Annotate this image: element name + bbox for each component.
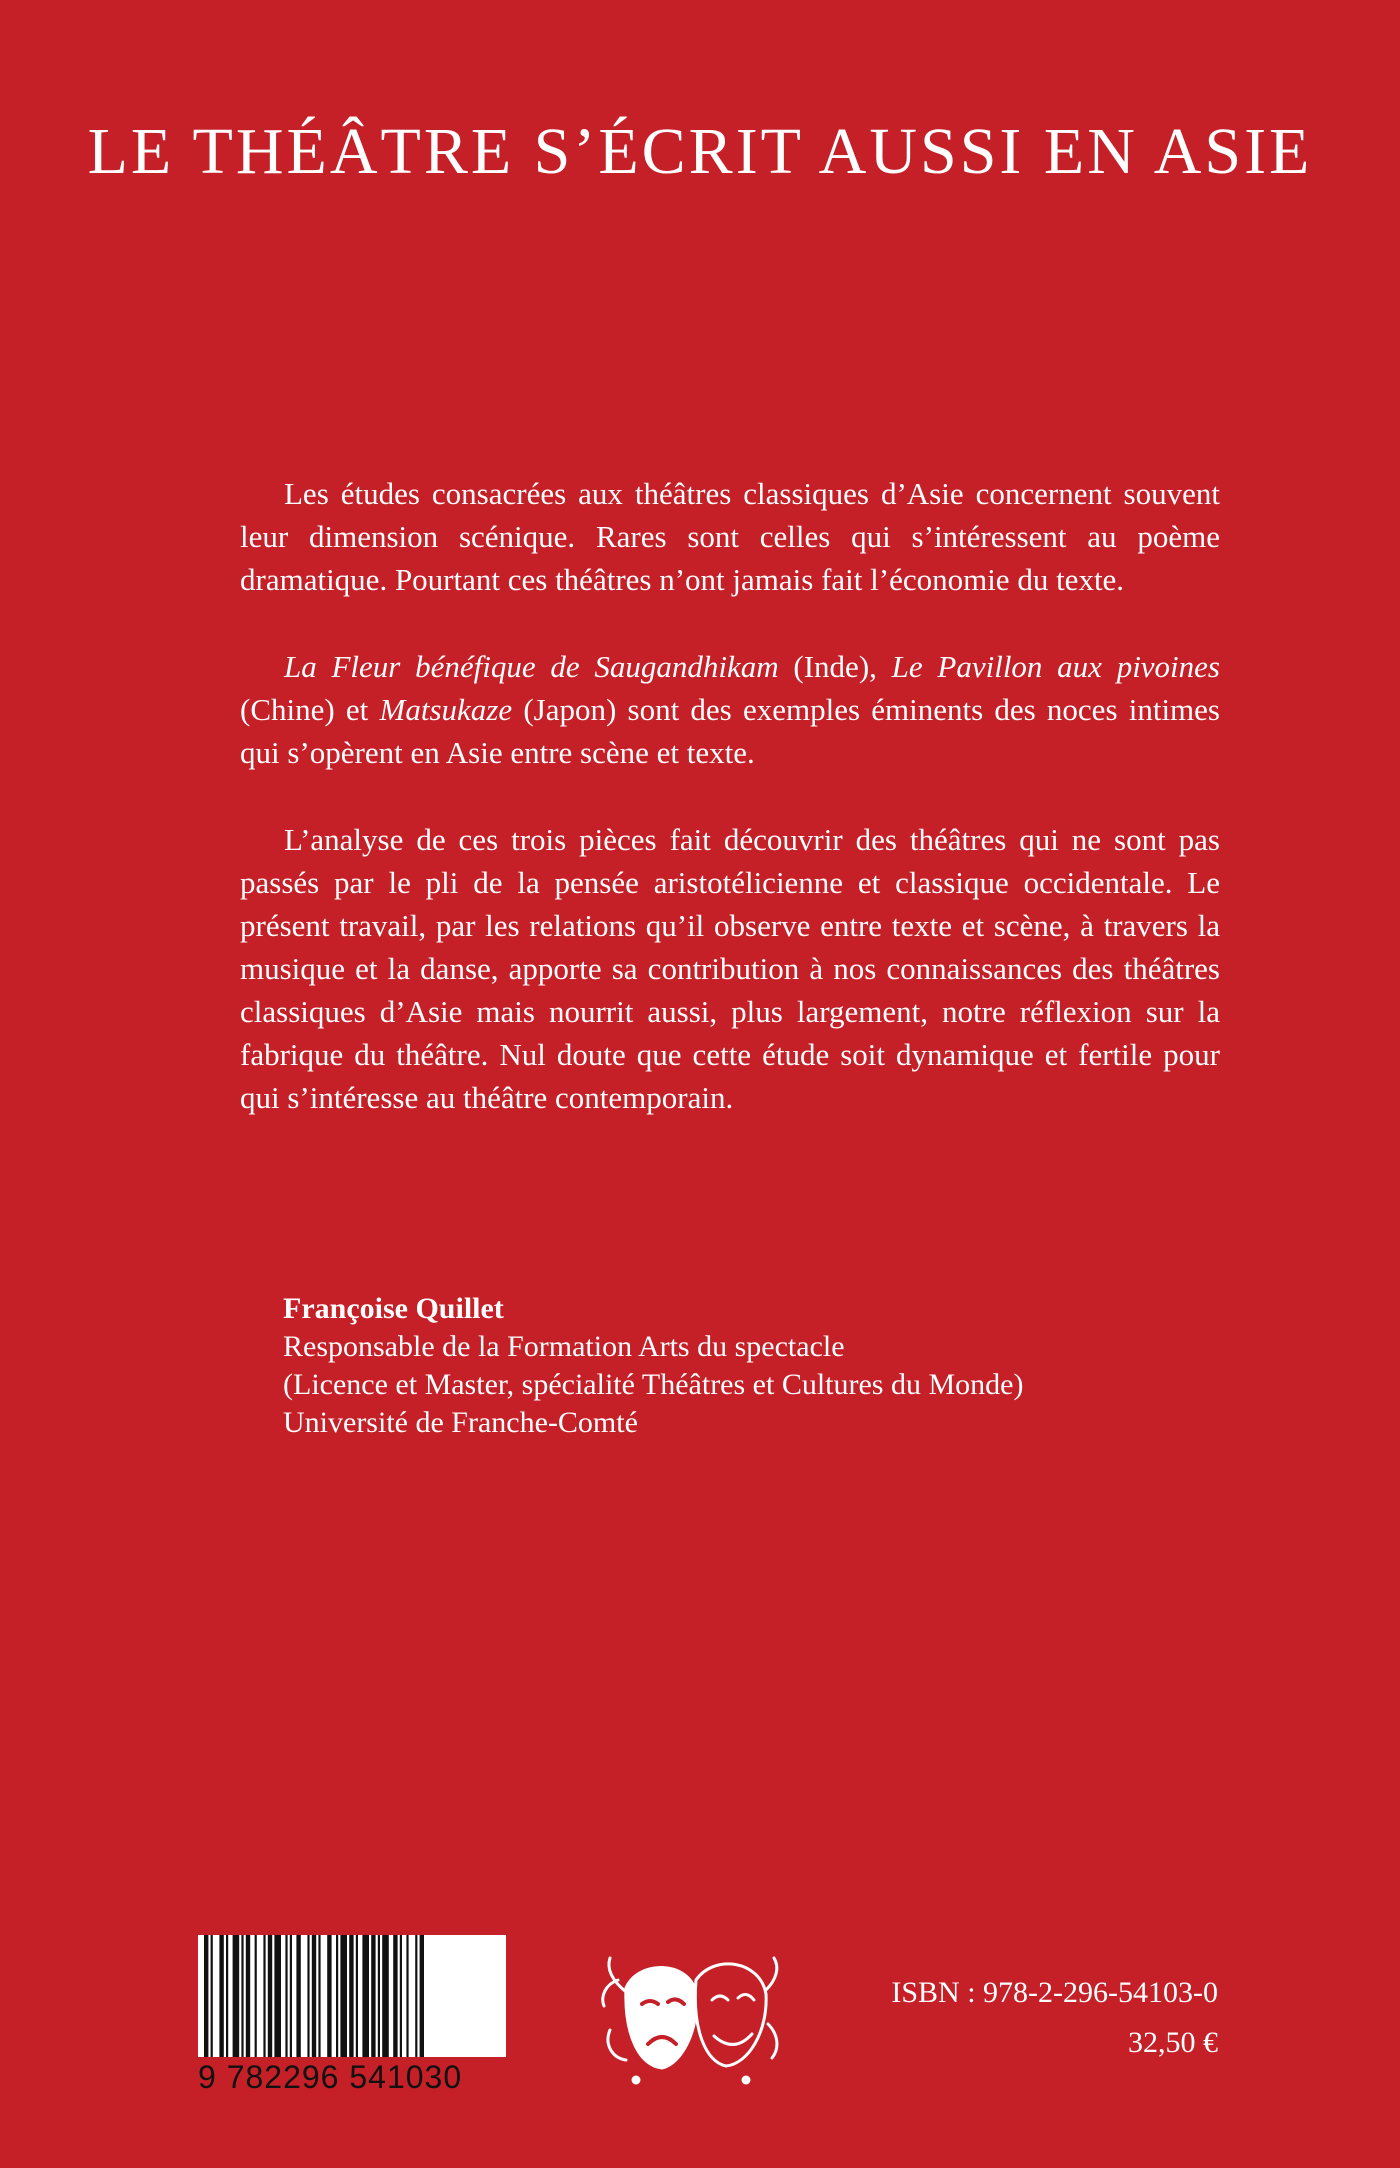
barcode-bar: [274, 1935, 281, 2057]
barcode-bar: [290, 1935, 292, 2057]
barcode-bar: [211, 1935, 213, 2057]
barcode-bar: [393, 1935, 397, 2057]
blurb-text: (Inde),: [778, 649, 892, 684]
blurb-text: (Chine) et: [240, 692, 380, 727]
blurb-text: (Japon) sont des exemples éminents des noces intimes qui s’opèrent en Asie entre scène et texte.: [240, 692, 1220, 770]
barcode-bar: [349, 1935, 353, 2057]
barcode-bar: [296, 1935, 300, 2057]
blurb-paragraph-1: Les études consacrées aux théâtres classiques d’Asie concernent souvent leur dimension scénique. Rares sont celles qui s’intéressent au poème dramatique. Pourtant ces théâtres n’ont jamais fait l’économie du texte.: [240, 476, 1220, 597]
barcode-bar: [340, 1935, 347, 2057]
barcode-bar: [268, 1935, 272, 2057]
author-university: Université de Franche-Comté: [283, 1406, 638, 1439]
barcode-bars: [198, 1935, 506, 2057]
barcode-bar: [204, 1935, 208, 2057]
barcode-bar: [406, 1935, 408, 2057]
blurb-paragraph-3: L’analyse de ces trois pièces fait découvrir des théâtres qui ne sont pas passés par le pli de la pensée aristotélicienne et classique occidentale. Le présent travail, par les relations qu’il observe entre texte et scène, à travers la musique et la danse, apporte sa contribution à nos connaissances des théâtres classiques d’Asie mais nourrit aussi, plus largement, notre réflexion sur la fabrique du théâtre. Nul doute que cette étude soit dynamique et fertile pour qui s’intéresse au théâtre contemporain.: [240, 822, 1220, 1115]
barcode-bar: [307, 1935, 309, 2057]
barcode-bar: [336, 1935, 338, 2057]
barcode-bar: [420, 1935, 424, 2057]
blurb: [240, 472, 1220, 1163]
blurb-paragraph-2: [240, 645, 1220, 774]
work-title-pavillon: Le Pavillon aux pivoines: [891, 649, 1220, 684]
price: 32,50 €: [1128, 2026, 1218, 2059]
isbn: ISBN : 978-2-296-54103-0: [891, 1976, 1218, 2009]
barcode-bar: [233, 1935, 240, 2057]
author-block: [283, 1290, 1183, 1442]
work-title-matsukaze: Matsukaze: [379, 692, 513, 727]
barcode-bar: [312, 1935, 316, 2057]
barcode-bar: [378, 1935, 380, 2057]
barcode-bar: [318, 1935, 320, 2057]
author-name: Françoise Quillet: [283, 1292, 504, 1325]
barcode: [198, 1935, 506, 2105]
barcode-digits: 9 782296 541030: [198, 2059, 463, 2095]
barcode-bar: [263, 1935, 265, 2057]
author-detail: (Licence et Master, spécialité Théâtres et Cultures du Monde): [283, 1368, 1024, 1401]
book-title: LE THÉÂTRE S’ÉCRIT AUSSI EN ASIE: [87, 115, 1313, 188]
barcode-bar: [246, 1935, 250, 2057]
work-title-saugandhikam: La Fleur bénéfique de Saugandhikam: [284, 649, 779, 684]
barcode-bar: [382, 1935, 389, 2057]
barcode-bar: [415, 1935, 417, 2057]
theatre-masks-icon: [596, 1940, 786, 2090]
isbn-price-block: [891, 1968, 1218, 2068]
barcode-bar: [327, 1935, 331, 2057]
barcode-bar: [255, 1935, 257, 2057]
author-role: Responsable de la Formation Arts du spectacle: [283, 1330, 845, 1363]
barcode-bar: [226, 1935, 228, 2057]
barcode-bar: [241, 1935, 243, 2057]
barcode-bar: [400, 1935, 402, 2057]
barcode-bar: [219, 1935, 223, 2057]
barcode-bar: [285, 1935, 287, 2057]
barcode-bar: [356, 1935, 358, 2057]
barcode-bar: [371, 1935, 375, 2057]
barcode-bar: [362, 1935, 369, 2057]
